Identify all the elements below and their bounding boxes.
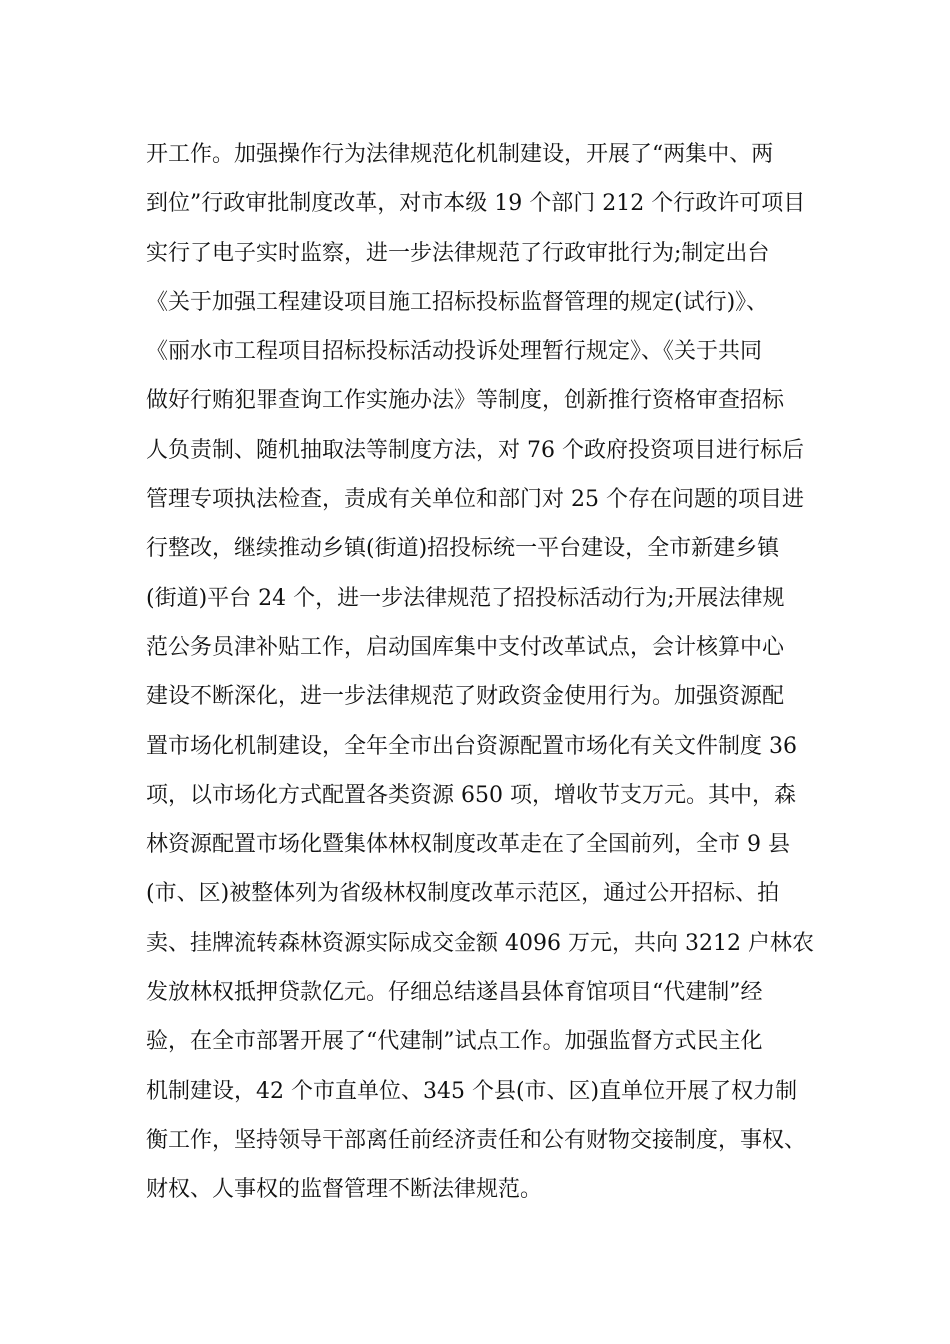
text-line: 管理专项执法检查，责成有关单位和部门对 25 个存在问题的项目进 — [146, 487, 804, 513]
text-line: 机制建设，42 个市直单位、345 个县(市、区)直单位开展了权力制 — [146, 1078, 798, 1104]
text-line: 实行了电子实时监察，进一步法律规范了行政审批行为;制定出台 — [146, 240, 770, 266]
text-line: 做好行贿犯罪查询工作实施办法》等制度，创新推行资格审查招标 — [146, 388, 785, 414]
text-line: 发放林权抵押贷款亿元。仔细总结遂昌县体育馆项目“代建制”经 — [146, 980, 763, 1006]
text-line: 卖、挂牌流转森林资源实际成交金额 4096 万元，共向 3212 户林农 — [146, 930, 814, 956]
text-line: 验，在全市部署开展了“代建制”试点工作。加强监督方式民主化 — [146, 1029, 763, 1055]
text-line: (街道)平台 24 个，进一步法律规范了招投标活动行为;开展法律规 — [146, 585, 785, 611]
text-line: 《关于加强工程建设项目施工招标投标监督管理的规定(试行)》、 — [146, 289, 769, 315]
body-text — [146, 130, 826, 1215]
text-line: 范公务员津补贴工作，启动国库集中支付改革试点，会计核算中心 — [146, 634, 785, 660]
text-line: 建设不断深化，进一步法律规范了财政资金使用行为。加强资源配 — [146, 684, 785, 710]
text-line: 人负责制、随机抽取法等制度方法，对 76 个政府投资项目进行标后 — [146, 437, 804, 463]
text-line: 林资源配置市场化暨集体林权制度改革走在了全国前列，全市 9 县 — [146, 832, 790, 858]
text-line: 置市场化机制建设，全年全市出台资源配置市场化有关文件制度 36 — [146, 733, 797, 759]
text-line: 到位”行政审批制度改革，对市本级 19 个部门 212 个行政许可项目 — [146, 191, 806, 217]
text-line: 行整改，继续推动乡镇(街道)招投标统一平台建设，全市新建乡镇 — [146, 536, 780, 562]
text-line: 项，以市场化方式配置各类资源 650 项，增收节支万元。其中，森 — [146, 782, 796, 808]
text-line: 《丽水市工程项目招标投标活动投诉处理暂行规定》、《关于共同 — [146, 339, 763, 365]
text-line: 财权、人事权的监督管理不断法律规范。 — [146, 1177, 543, 1203]
text-line: 开工作。加强操作行为法律规范化机制建设，开展了“两集中、两 — [146, 142, 774, 167]
text-line: (市、区)被整体列为省级林权制度改革示范区，通过公开招标、拍 — [146, 881, 780, 907]
text-line: 衡工作，坚持领导干部离任前经济责任和公有财物交接制度，事权、 — [146, 1127, 807, 1153]
